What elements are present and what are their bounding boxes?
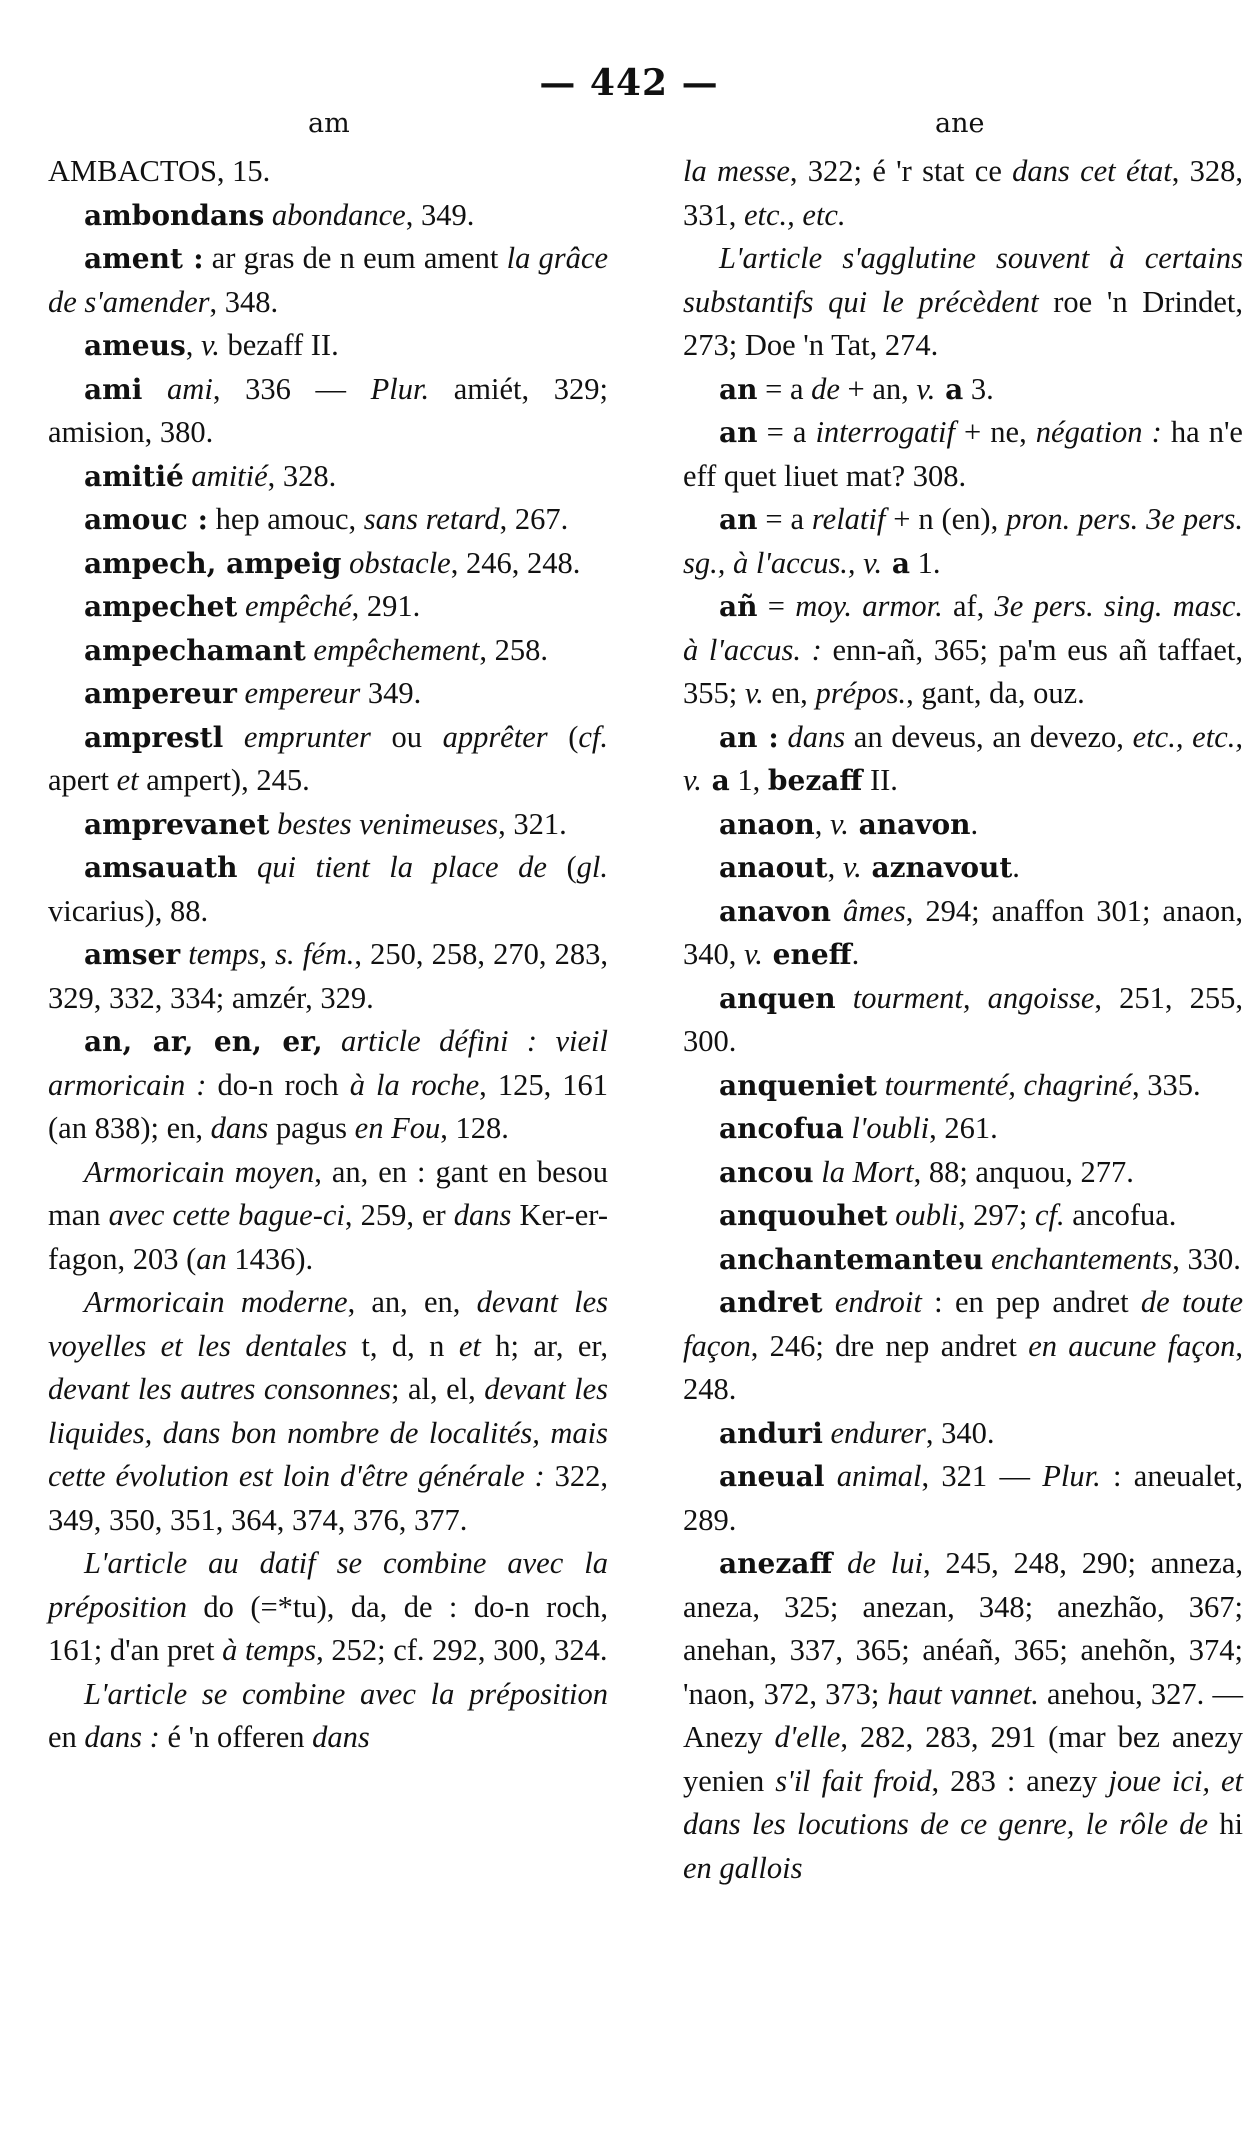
italic-text: la messe (683, 154, 790, 188)
italic-text: v. (829, 806, 849, 841)
italic-text: v. (842, 850, 862, 884)
italic-text: devant les liquides, dans bon nombre de localités, mais cette évolution est loin d'être générale : (48, 1372, 608, 1493)
italic-text: etc., etc., v. (683, 719, 1243, 797)
running-head-left: am (308, 108, 350, 139)
dictionary-entry (48, 933, 608, 1020)
dictionary-entry (683, 585, 1243, 716)
dictionary-entry (48, 846, 608, 933)
headword: ampereur (84, 677, 237, 710)
dictionary-entry (48, 803, 608, 847)
headword: ampechet (84, 590, 238, 623)
italic-text: haut vannet. (887, 1676, 1039, 1711)
headword: amouc : (84, 503, 208, 536)
entry-text: vicarius), 88. (48, 893, 209, 928)
italic-text: en gallois (683, 1850, 803, 1885)
headword: ameus (84, 329, 186, 362)
headword: a (935, 372, 964, 406)
italic-text: L'article se combine avec la préposition (84, 1676, 608, 1711)
italic-text: s'il fait froid (775, 1763, 932, 1798)
headword: anquouhet (719, 1199, 888, 1232)
entry-text: , (827, 850, 843, 884)
dictionary-entry (48, 1542, 608, 1673)
entry-text: , 335. (1131, 1067, 1201, 1102)
headword: ancofua (719, 1112, 844, 1145)
headword: ampech, ampeig (84, 546, 342, 580)
italic-text: dans (312, 1720, 370, 1754)
entry-text: , 252; cf. 292, 300, 324. (316, 1633, 608, 1667)
headword: andret (719, 1286, 823, 1319)
entry-text: . (970, 806, 979, 841)
entry-text: , 267. (499, 502, 569, 536)
entry-text: do (=*tu), da, de : do-n roch, 161; d'an pret (48, 1589, 608, 1667)
entry-text: pagus (268, 1111, 355, 1145)
italic-text: an (196, 1241, 227, 1276)
headword: amprevanet (84, 807, 270, 841)
entry-text: : aneualet, 289. (683, 1459, 1244, 1537)
entry-text: , an, en : gant en besou man (48, 1154, 608, 1232)
italic-text: Armoricain moyen (84, 1154, 315, 1189)
italic-text: dans (453, 1198, 512, 1232)
headword: amprestl (84, 720, 224, 754)
entry-text: , 259, er (344, 1198, 454, 1232)
dictionary-entry (683, 1281, 1243, 1412)
entry-text: t, d, n (346, 1328, 459, 1363)
entry-text: , 283 : anezy (931, 1763, 1109, 1798)
headword: anaout (719, 851, 828, 884)
headword: aznavout (861, 851, 1013, 884)
italic-text: dans : (84, 1720, 160, 1754)
italic-text: sans retard (363, 502, 500, 536)
headword: an (719, 416, 758, 449)
headword: a (701, 764, 730, 797)
italic-text: et (116, 763, 139, 797)
entry-text: enn-añ, 365; pa'm eus añ taffaet, 355; (683, 632, 1243, 710)
dictionary-entry (683, 1194, 1243, 1238)
italic-text: prépos. (815, 676, 907, 710)
entry-text: , 330. (1172, 1241, 1241, 1276)
entry-text: , (185, 328, 201, 362)
italic-text: apprêter (442, 719, 548, 754)
entry-text: ar gras de n eum ament (203, 241, 507, 275)
headword: anqueniet (719, 1068, 877, 1102)
entry-text: 1, (729, 763, 768, 797)
headword: amitié (84, 459, 184, 493)
dictionary-entry (48, 368, 608, 455)
headword: amser (84, 938, 181, 971)
entry-text: ; al, el, (390, 1372, 485, 1406)
entry-text: 3. (963, 371, 994, 406)
entry-text: , 248. (683, 1328, 1243, 1406)
entry-text: , 250, 258, 270, 283, 329, 332, 334; amzér, 329. (48, 937, 608, 1015)
entry-text: 1436). (226, 1241, 314, 1276)
headword: anezaff (719, 1547, 833, 1580)
headword: ami (84, 372, 143, 406)
italic-text: la Mort (813, 1154, 914, 1189)
entry-text: , 282, 283, 291 (mar bez anezy yenien (683, 1720, 1243, 1798)
entry-text: ( (546, 850, 577, 884)
headword: an (719, 503, 758, 536)
entry-text: , 245, 248, 290; anneza, aneza, 325; anezan, 348; anezhão, 367; anehan, 337, 365; anéañ, 365; anehõn, 374; 'naon, 372, 373; (683, 1546, 1243, 1711)
entry-text: ancofua. (1064, 1198, 1177, 1232)
entry-text: = (757, 589, 796, 623)
italic-text: bestes venimeuses (269, 806, 499, 841)
entry-text: , 321 — (921, 1459, 1043, 1493)
entry-text: AMBACTOS, 15. (48, 154, 271, 188)
dictionary-entry (683, 1542, 1243, 1890)
italic-text: de lui (832, 1546, 923, 1580)
italic-text: en Fou (354, 1111, 441, 1145)
italic-text: endurer (822, 1415, 926, 1450)
italic-text: empêchement (305, 632, 480, 667)
italic-text: pron. pers. 3e pers. sg., à l'accus., v. (683, 502, 1243, 580)
entry-text: , 349. (405, 197, 475, 232)
dictionary-entry (683, 890, 1243, 977)
headword: anduri (719, 1416, 823, 1450)
entry-text: . (1012, 850, 1020, 884)
entry-text: , 251, 255, 300. (683, 980, 1243, 1058)
entry-text: ( (547, 719, 579, 754)
entry-text: Ker-er-fagon, 203 ( (48, 1198, 608, 1276)
dictionary-entry (683, 977, 1243, 1064)
italic-text: interrogatif (815, 415, 955, 449)
italic-text: Plur. (1042, 1459, 1101, 1493)
entry-text: = a (757, 371, 812, 406)
entry-text: , 294; anaffon 301; anaon, 340, (683, 893, 1243, 971)
entry-text: an deveus, an devezo, (845, 719, 1133, 754)
headword: eneff (762, 938, 852, 971)
italic-text: de toute façon (683, 1285, 1243, 1363)
entry-text: , 321. (498, 806, 567, 841)
entry-text: hep amouc, (207, 502, 364, 536)
headword: anaon (719, 807, 815, 841)
entry-text: 349. (360, 676, 422, 710)
italic-text: empereur (236, 676, 361, 710)
italic-text: cf. (578, 719, 608, 754)
entry-text: roe 'n Drindet, 273; Doe 'n Tat, 274. (683, 284, 1243, 362)
running-head-right: ane (935, 108, 985, 139)
italic-text: de (811, 371, 840, 406)
headword: ament : (84, 242, 204, 275)
entry-text: , 88; anquou, 277. (913, 1154, 1134, 1189)
entry-text: ha n'e eff quet liuet mat? 308. (683, 415, 1243, 493)
italic-text: article défini : vieil armoricain : (48, 1024, 608, 1102)
dictionary-entry (48, 237, 608, 324)
headword: ampechamant (84, 633, 306, 667)
italic-text: v. (916, 371, 936, 406)
entry-text: bezaff II. (219, 328, 339, 362)
dictionary-entry (683, 846, 1243, 890)
italic-text: d'elle (774, 1720, 841, 1754)
entry-text: , 128. (440, 1111, 509, 1145)
entry-text: + ne, (954, 415, 1036, 449)
dictionary-entry (48, 1281, 608, 1542)
italic-text: tourmenté, chagriné (877, 1067, 1132, 1102)
entry-text: . (851, 937, 860, 971)
page-number: — 442 — (539, 62, 719, 104)
dictionary-entry (48, 672, 608, 716)
headword: bezaff (767, 764, 863, 797)
italic-text: devant les voyelles et les dentales (48, 1285, 609, 1363)
entry-text: ampert), 245. (138, 763, 310, 797)
entry-text: = a (757, 415, 816, 449)
dictionary-entry (683, 411, 1243, 498)
dictionary-entry (683, 1064, 1243, 1108)
dictionary-entry (48, 542, 608, 586)
italic-text: négation : (1035, 415, 1162, 449)
italic-text: relatif (811, 502, 886, 536)
italic-text: qui tient la place de (237, 850, 547, 884)
italic-text: enchantements (983, 1241, 1173, 1276)
headword: anchantemanteu (719, 1242, 984, 1276)
headword: aneual (719, 1460, 825, 1493)
dictionary-entry (683, 803, 1243, 847)
italic-text: avec cette bague-ci (108, 1198, 345, 1232)
italic-text: joue ici, et dans les locutions de ce genre, le rôle de (683, 1763, 1243, 1841)
entry-text: , 291. (351, 589, 421, 623)
italic-text: en aucune façon (1028, 1328, 1236, 1363)
entry-text: , 348. (209, 284, 279, 319)
dictionary-entry (48, 455, 608, 499)
italic-text: L'article au datif se combine avec la préposition (48, 1546, 608, 1624)
italic-text: v. (200, 328, 220, 362)
entry-text: , 258. (479, 632, 548, 667)
italic-text: Armoricain moderne (84, 1285, 348, 1319)
dictionary-entry (48, 324, 608, 368)
dictionary-entry (48, 629, 608, 673)
entry-text: ou (370, 719, 443, 754)
dictionary-entry (683, 150, 1243, 237)
italic-text: empêché (237, 589, 352, 623)
entry-text: = a (757, 502, 812, 536)
dictionary-entry (683, 498, 1243, 585)
italic-text: l'oubli (843, 1111, 930, 1145)
headword: a (882, 546, 910, 580)
headword: ancou (719, 1155, 814, 1189)
italic-text: gl. (576, 850, 608, 884)
entry-text: , 322; é 'r stat ce (789, 154, 1013, 188)
entry-text: 322, 349, 350, 351, 364, 374, 376, 377. (48, 1459, 608, 1537)
dictionary-entry (683, 1151, 1243, 1195)
italic-text: 3e pers. sing. masc. à l'accus. : (683, 589, 1244, 667)
dictionary-entry (683, 1107, 1243, 1151)
entry-text: , 125, 161 (an 838); en, (48, 1067, 608, 1145)
entry-text: , an, en, (347, 1285, 477, 1319)
italic-text: animal (824, 1459, 922, 1493)
dictionary-entry (48, 1020, 608, 1151)
italic-text: devant les autres consonnes (48, 1372, 391, 1406)
italic-text: et (458, 1328, 481, 1363)
italic-text: à la roche (349, 1067, 480, 1102)
italic-text: âmes (830, 893, 906, 928)
dictionary-entry (48, 150, 608, 194)
italic-text: emprunter (223, 719, 371, 754)
entry-text: , (814, 806, 830, 841)
entry-text: + an, (839, 371, 917, 406)
dictionary-entry (48, 1151, 608, 1282)
italic-text: la grâce de s'amender (48, 241, 608, 319)
dictionary-entry (683, 1455, 1243, 1542)
entry-text: hi (1208, 1807, 1243, 1841)
italic-text: dans cet état (1012, 154, 1172, 188)
dictionary-entry (683, 368, 1243, 412)
headword: anavon (848, 807, 971, 841)
entry-text: af, (942, 589, 995, 623)
entry-text: , 246; dre nep andret (750, 1328, 1029, 1363)
entry-text: amiét, 329; amision, 380. (48, 371, 609, 449)
italic-text: dans (210, 1111, 269, 1145)
dictionary-entry (48, 194, 608, 238)
italic-text: abondance (264, 197, 406, 232)
dictionary-entry (683, 237, 1243, 368)
italic-text: ami (142, 371, 213, 406)
entry-text: en, (763, 676, 816, 710)
headword: anavon (719, 894, 831, 928)
left-column (48, 150, 608, 1760)
headword: añ (719, 590, 758, 623)
headword: ambondans (84, 198, 265, 232)
entry-text: , 328. (267, 458, 337, 493)
italic-text: v. (744, 676, 764, 710)
dictionary-entry (48, 1673, 608, 1760)
italic-text: tourment, angoisse (835, 980, 1095, 1015)
entry-text: , 328, 331, (683, 154, 1243, 232)
italic-text: amitié (183, 458, 268, 493)
italic-text: à temps (222, 1633, 317, 1667)
headword: an : (719, 720, 779, 754)
entry-text: + n (en), (885, 502, 1007, 536)
entry-text: , 297; (957, 1198, 1036, 1232)
entry-text: , gant, da, ouz. (906, 676, 1085, 710)
entry-text: , 246, 248. (450, 545, 581, 580)
headword: anquen (719, 981, 836, 1015)
entry-text: h; ar, er, (480, 1328, 608, 1363)
headword: an, ar, en, er, (84, 1025, 323, 1058)
dictionary-entry (48, 498, 608, 542)
italic-text: obstacle (341, 545, 451, 580)
italic-text: Plur. (370, 371, 430, 406)
entry-text: 1. (909, 545, 941, 580)
italic-text: moy. armor. (795, 589, 943, 623)
dictionary-entry (683, 1412, 1243, 1456)
entry-text: : en pep andret (921, 1285, 1141, 1319)
entry-text: é 'n offeren (159, 1720, 313, 1754)
dictionary-entry (683, 716, 1243, 803)
entry-text: , 340. (925, 1415, 995, 1450)
headword: amsauath (84, 851, 238, 884)
dictionary-entry (683, 1238, 1243, 1282)
entry-text: apert (48, 763, 117, 797)
italic-text: v. (744, 937, 763, 971)
entry-text: , 336 — (212, 371, 371, 406)
italic-text: dans (778, 719, 846, 754)
headword: an (719, 372, 758, 406)
italic-text: L'article s'agglutine souvent à certains substantifs qui le précèdent (683, 241, 1243, 319)
italic-text: cf. (1035, 1198, 1065, 1232)
dictionary-entry (48, 585, 608, 629)
italic-text: etc., etc. (744, 197, 846, 232)
italic-text: oubli (887, 1198, 958, 1232)
dictionary-entry (48, 716, 608, 803)
entry-text: , 261. (929, 1111, 998, 1145)
entry-text: do-n roch (206, 1067, 350, 1102)
entry-text: anehou, 327. — Anezy (683, 1676, 1243, 1754)
italic-text: endroit (822, 1285, 922, 1319)
entry-text: en (48, 1720, 85, 1754)
right-column (683, 150, 1243, 1890)
entry-text: II. (862, 763, 898, 797)
italic-text: temps, s. fém. (180, 937, 355, 971)
